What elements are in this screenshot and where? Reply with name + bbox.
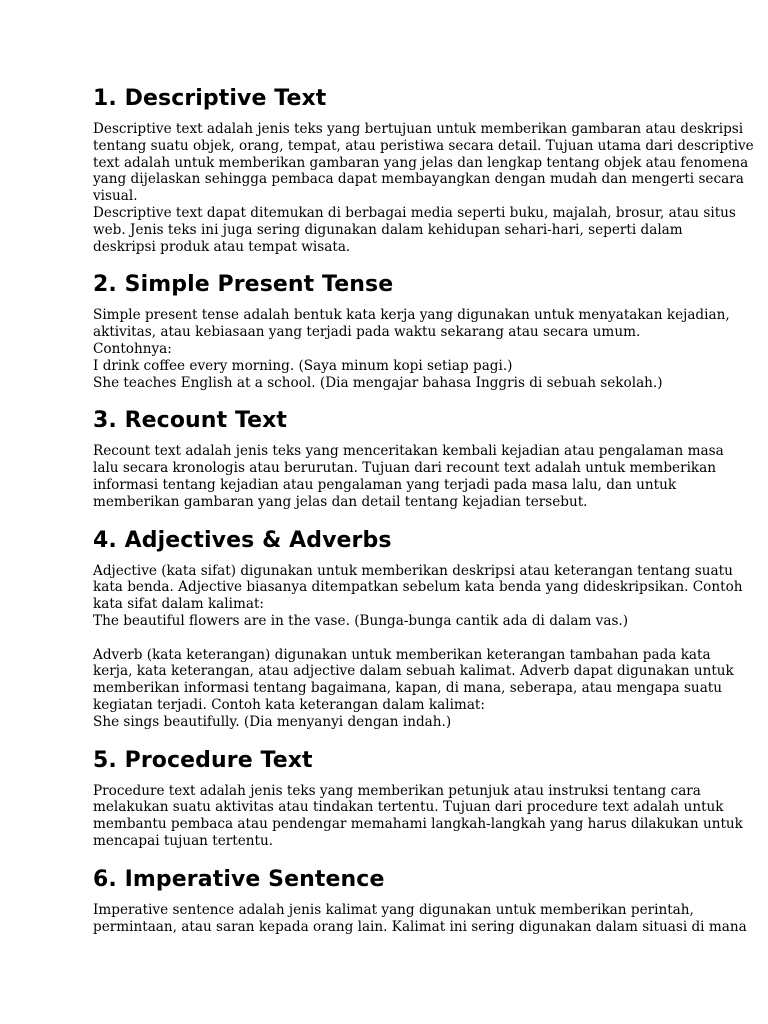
text-line: yang dijelaskan sehingga pembaca dapat membayangkan dengan mudah dan mengerti secara [93, 171, 744, 188]
section-paragraph [93, 782, 743, 850]
text-line: I drink coffee every morning. (Saya minum kopi setiap pagi.) [93, 357, 513, 374]
section-heading: 3. Recount Text [93, 408, 288, 434]
text-line: text adalah untuk memberikan gambaran yang jelas dan lengkap tentang objek atau fenomena [93, 154, 749, 171]
section-paragraph [93, 443, 724, 510]
text-line: membantu pembaca atau pendengar memahami langkah-langkah yang harus dilakukan untuk [93, 816, 743, 833]
text-line: permintaan, atau saran kepada orang lain. Kalimat ini sering digunakan dalam situasi di mana [93, 918, 747, 935]
text-line: Adverb (kata keterangan) digunakan untuk memberikan keterangan tambahan pada kata [93, 646, 711, 663]
text-line: kegiatan terjadi. Contoh kata keterangan dalam kalimat: [93, 696, 485, 713]
text-line: visual. [93, 188, 138, 205]
text-line: Descriptive text dapat ditemukan di berbagai media seperti buku, majalah, brosur, atau situs [93, 204, 736, 221]
section-paragraph [93, 562, 743, 731]
section-paragraph [93, 121, 754, 255]
section-simple-present-tense [93, 270, 730, 391]
section-adjectives-adverbs [93, 526, 743, 731]
section-descriptive-text [93, 84, 754, 255]
section-heading: 4. Adjectives & Adverbs [93, 527, 392, 553]
section-recount-text [93, 406, 724, 510]
text-line: kata benda. Adjective biasanya ditempatkan sebelum kata benda yang dideskripsikan. Contoh [93, 579, 743, 596]
text-line: Contohnya: [93, 340, 172, 357]
section-paragraph [93, 307, 730, 391]
text-line: kerja, kata keterangan, atau adjective dalam sebuah kalimat. Adverb dapat digunakan untuk [93, 663, 734, 680]
text-line: The beautiful flowers are in the vase. (Bunga-bunga cantik ada di dalam vas.) [93, 612, 629, 629]
section-heading: 2. Simple Present Tense [93, 272, 394, 298]
text-line: memberikan gambaran yang jelas dan detail tentang kejadian tersebut. [93, 493, 588, 510]
text-line: memberikan informasi tentang bagaimana, kapan, di mana, seberapa, atau mengapa suatu [93, 680, 723, 697]
text-line: Recount text adalah jenis teks yang menceritakan kembali kejadian atau pengalaman masa [93, 443, 724, 460]
section-heading: 6. Imperative Sentence [93, 866, 385, 892]
blank-line [93, 630, 693, 647]
text-line: aktivitas, atau kebiasaan yang terjadi pada waktu sekarang atau secara umum. [93, 324, 641, 341]
text-line: She teaches English at a school. (Dia mengajar bahasa Inggris di sebuah sekolah.) [93, 374, 663, 391]
section-imperative-sentence [93, 865, 747, 936]
text-line: Descriptive text adalah jenis teks yang bertujuan untuk memberikan gambaran atau deskripsi [93, 121, 744, 137]
text-line: kata sifat dalam kalimat: [93, 596, 265, 613]
section-heading: 5. Procedure Text [93, 747, 313, 773]
text-line: Simple present tense adalah bentuk kata kerja yang digunakan untuk menyatakan kejadian, [93, 307, 730, 324]
text-line: mencapai tujuan tertentu. [93, 832, 274, 849]
text-line: Adjective (kata sifat) digunakan untuk memberikan deskripsi atau keterangan tentang suatu [93, 562, 733, 579]
text-line: tentang suatu objek, orang, tempat, atau peristiwa secara detail. Tujuan utama dari descriptive [93, 137, 754, 154]
text-line: deskripsi produk atau tempat wisata. [93, 238, 351, 255]
text-line: web. Jenis teks ini juga sering digunakan dalam kehidupan sehari-hari, seperti dalam [93, 221, 683, 238]
section-paragraph [93, 901, 747, 936]
text-line: melakukan suatu aktivitas atau tindakan tertentu. Tujuan dari procedure text adalah untuk [93, 799, 724, 816]
text-line: She sings beautifully. (Dia menyanyi dengan indah.) [93, 713, 452, 730]
text-line: Procedure text adalah jenis teks yang memberikan petunjuk atau instruksi tentang cara [93, 782, 701, 799]
text-line: informasi tentang kejadian atau pengalaman yang terjadi pada masa lalu, dan untuk [93, 476, 677, 493]
section-heading: 1. Descriptive Text [93, 86, 327, 111]
document-page [93, 84, 754, 935]
text-line: lalu secara kronologis atau berurutan. Tujuan dari recount text adalah untuk memberikan [93, 460, 717, 477]
text-line: Imperative sentence adalah jenis kalimat yang digunakan untuk memberikan perintah, [93, 901, 694, 918]
section-procedure-text [93, 746, 743, 850]
